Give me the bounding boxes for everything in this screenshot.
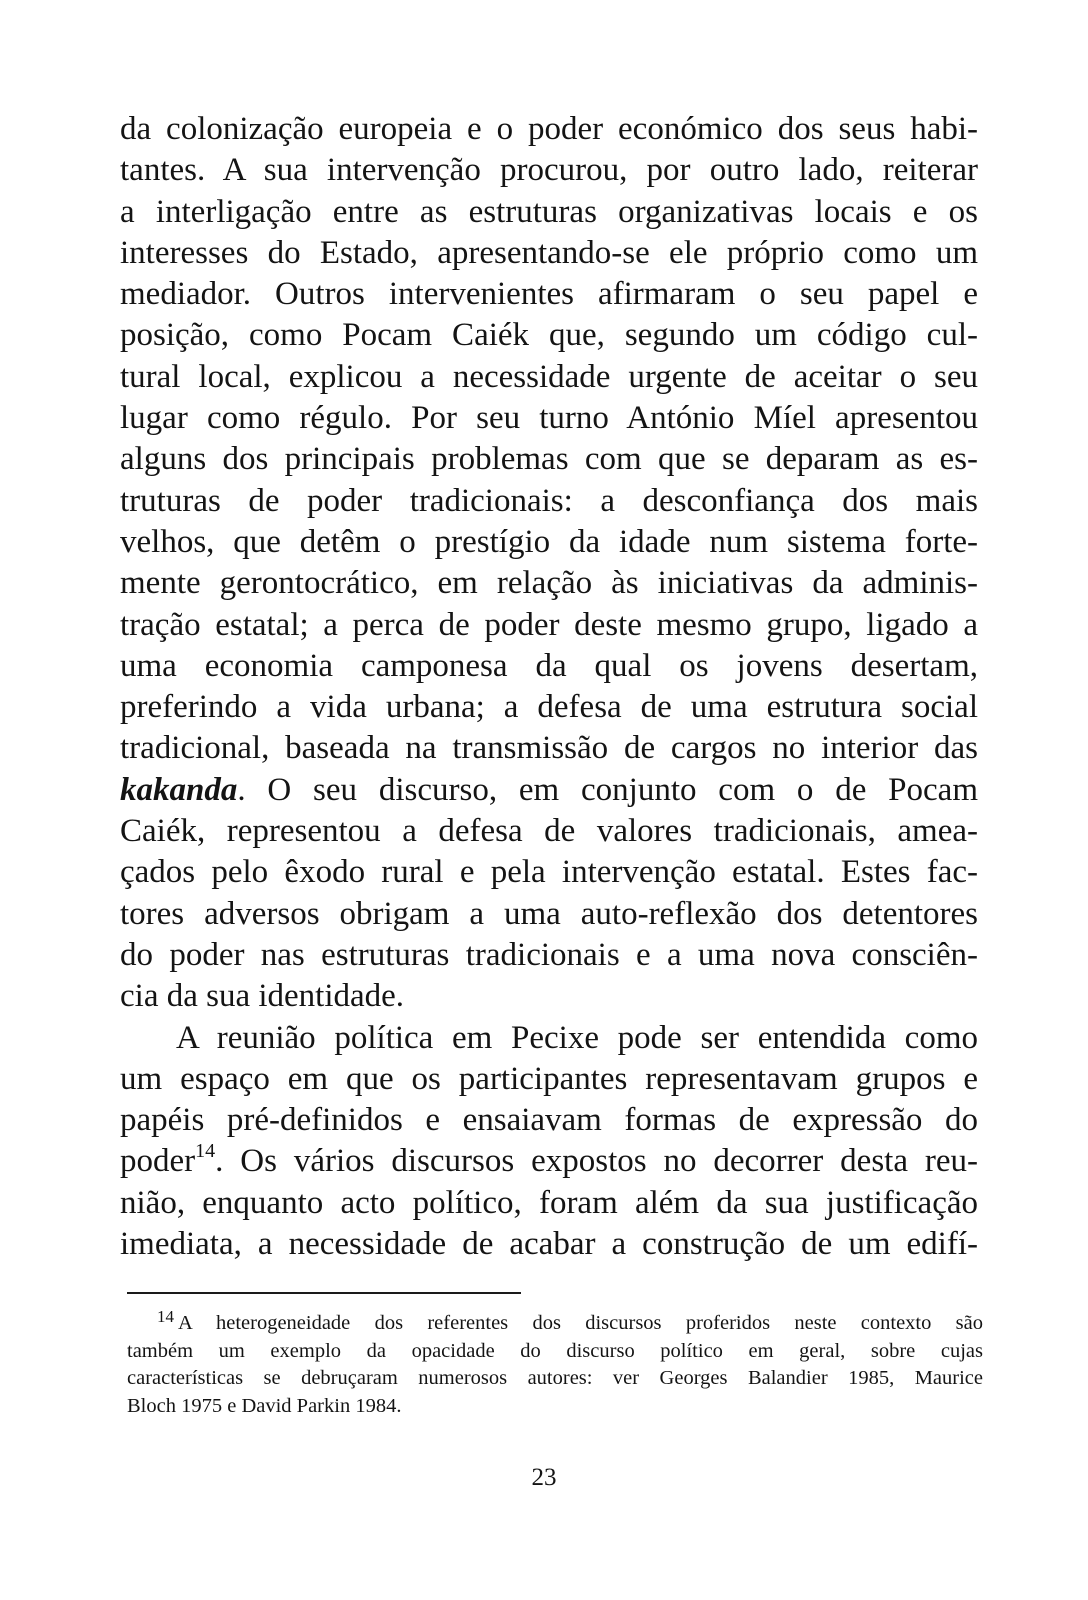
footnote-line: características se debruçaram numerosos autores: ver Georges Balandier 1985, Maurice bbox=[127, 1367, 983, 1389]
text-line-with-note-ref bbox=[120, 1141, 978, 1182]
text-line: Caiék, representou a defesa de valores tradicionais, amea- bbox=[120, 813, 978, 850]
text-line: cia da sua identidade. bbox=[120, 978, 405, 1015]
text-line: tores adversos obrigam a uma auto-reflexão dos detentores bbox=[120, 895, 978, 932]
text-line: um espaço em que os participantes representavam grupos e bbox=[120, 1060, 978, 1097]
text-line: lugar como régulo. Por seu turno António Míel apresentou bbox=[120, 400, 978, 437]
text-line: çados pelo êxodo rural e pela intervenção estatal. Estes fac- bbox=[120, 854, 978, 891]
text-line: tantes. A sua intervenção procurou, por outro lado, reiterar bbox=[120, 152, 978, 189]
footnote-line: Bloch 1975 e David Parkin 1984. bbox=[127, 1394, 402, 1417]
text-span: poder bbox=[120, 1143, 196, 1180]
text-line: interesses do Estado, apresentando-se ele próprio como um bbox=[120, 234, 978, 271]
main-text bbox=[120, 109, 978, 1265]
text-line: da colonização europeia e o poder económico dos seus habi- bbox=[120, 111, 978, 147]
text-line: a interligação entre as estruturas organizativas locais e os bbox=[120, 193, 978, 230]
text-line: do poder nas estruturas tradicionais e a uma nova consciên- bbox=[120, 936, 978, 973]
text-line: papéis pré-definidos e ensaiavam formas de expressão do bbox=[120, 1102, 978, 1139]
footnote-number: 14 bbox=[157, 1307, 174, 1326]
text-line: mente gerontocrático, em relação às iniciativas da adminis- bbox=[120, 565, 978, 602]
text-line: velhos, que detêm o prestígio da idade num sistema forte- bbox=[120, 523, 978, 560]
text-line: preferindo a vida urbana; a defesa de uma estrutura social bbox=[120, 689, 978, 726]
text-line: tradicional, baseada na transmissão de cargos no interior das bbox=[120, 730, 978, 767]
text-line: tural local, explicou a necessidade urgente de aceitar o seu bbox=[120, 358, 978, 395]
footnote-divider bbox=[127, 1292, 521, 1294]
text-span: . O seu discurso, em conjunto com o de Pocam bbox=[237, 771, 978, 808]
footnote-line bbox=[127, 1307, 983, 1338]
footnote bbox=[127, 1307, 983, 1420]
text-line: imediata, a necessidade de acabar a construção de um edifí- bbox=[120, 1226, 978, 1263]
text-line-with-italic bbox=[120, 770, 978, 811]
page-number: 23 bbox=[531, 1464, 557, 1491]
footnote-line: também um exemplo da opacidade do discurso político em geral, sobre cujas bbox=[127, 1339, 983, 1362]
text-line: nião, enquanto acto político, foram além da sua justificação bbox=[120, 1184, 978, 1221]
text-span: A heterogeneidade dos referentes dos discursos proferidos neste contexto são bbox=[178, 1312, 983, 1334]
text-line: A reunião política em Pecixe pode ser entendida como bbox=[176, 1019, 978, 1056]
text-line: truturas de poder tradicionais: a desconfiança dos mais bbox=[120, 482, 978, 519]
text-line: mediador. Outros intervenientes afirmaram o seu papel e bbox=[120, 276, 978, 313]
text-line: tração estatal; a perca de poder deste mesmo grupo, ligado a bbox=[120, 606, 978, 643]
italic-term: kakanda bbox=[120, 771, 238, 808]
text-line: uma economia camponesa da qual os jovens desertam, bbox=[120, 647, 978, 684]
text-span: . Os vários discursos expostos no decorrer desta reu- bbox=[215, 1143, 978, 1180]
text-line: posição, como Pocam Caiék que, segundo um código cul- bbox=[120, 317, 978, 354]
footnote-reference[interactable]: 14 bbox=[195, 1140, 216, 1163]
text-line: alguns dos principais problemas com que se deparam as es- bbox=[120, 441, 978, 478]
